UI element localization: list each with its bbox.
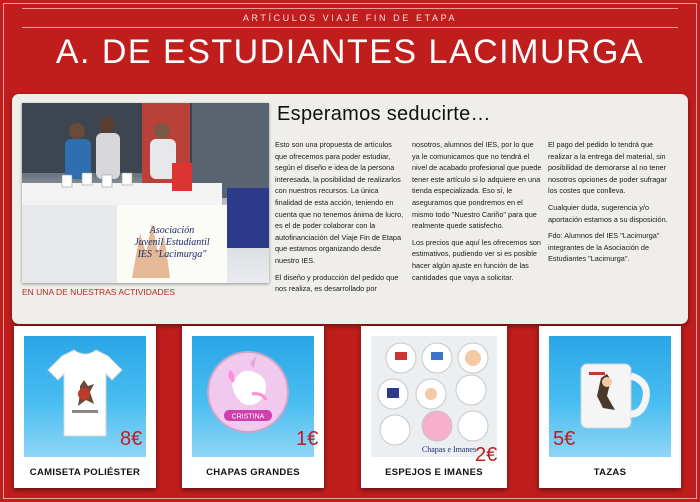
svg-text:Asociación: Asociación (149, 225, 195, 236)
mirrors-icon (371, 336, 497, 457)
badges-price: 1€ (296, 428, 319, 450)
text-column-3 (548, 139, 678, 270)
svg-text:IES "Lacimurga": IES "Lacimurga" (137, 249, 207, 260)
product-card-badges[interactable] (182, 326, 324, 488)
photo-caption: EN UNA DE NUESTRAS ACTIVIDADES (22, 287, 176, 297)
product-card-tshirt[interactable] (14, 326, 156, 488)
tshirt-label: CAMISETA POLIÉSTER (29, 467, 141, 478)
intro-panel (12, 94, 688, 324)
activity-photo (22, 103, 269, 283)
paragraph: nosotros, alumnos del IES, por lo que ya le comunicamos que no tendrá el nivel de acabado profesional que puede tener este artículo si lo adquiere en una tienda especializada. Eso sí, le aseguramos que pondremos en el mismo todo "Nuestro Cariño" para que realmente quede satisfecho. (412, 140, 542, 231)
mugs-price: 5€ (553, 428, 576, 450)
kicker-rule-top (22, 8, 678, 9)
paragraph: El diseño y producción del pedido que nos realiza, es desarrollado por (275, 272, 399, 294)
svg-text:Chapas e Imanes: Chapas e Imanes (421, 445, 477, 454)
product-card-mirrors[interactable] (361, 326, 507, 488)
paragraph: Esto son una propuesta de artículos que ofrecemos para poder estudiar, según el diseño e idea de la persona interesada, la posibilidad de realizarlos con nuestros recursos. La única finalidad de esta acción, teniendo en cuenta que no tenemos ánima de lucro, es el de poder colaborar con la autofinanciación del Viaje Fin de Etapa que estamos organizando desde nuestro IES. (275, 140, 404, 265)
mirrors-image (371, 336, 497, 457)
mugs-label: TAZAS (593, 467, 627, 478)
product-card-mugs[interactable] (539, 326, 681, 488)
paragraph: Los precios que aquí les ofrecemos son estimativos, pudiendo ver si es posible hacer algún ajuste en función de las cantidades que vaya a solicitar. (412, 237, 541, 282)
paragraph: El pago del pedido lo tendrá que realizar a la entrega del material, sin posibilidad de demorarse al no tener nosotros opciones de poder sufragar los costes que conlleva. (548, 140, 667, 196)
svg-text:CRISTINA: CRISTINA (231, 413, 265, 421)
kicker-text: ARTÍCULOS VIAJE FIN DE ETAPA (242, 13, 458, 23)
page-title: A. DE ESTUDIANTES LACIMURGA (55, 33, 645, 71)
text-column-1 (275, 139, 405, 300)
mirrors-label: ESPEJOS E IMANES (385, 467, 483, 478)
badges-label: CHAPAS GRANDES (206, 467, 300, 478)
svg-text:Juvenil Estudiantil: Juvenil Estudiantil (134, 237, 210, 248)
tshirt-price: 8€ (120, 428, 143, 450)
paragraph: Fdo: Alumnos del IES "Lacimurga" integrantes de la Asociación de Estudiantes "Lacimurga". (548, 231, 660, 264)
activity-photo-illustration (22, 103, 269, 283)
intro-heading: Esperamos seducirte… (277, 103, 491, 125)
paragraph: Cualquier duda, sugerencia y/o aportación estamos a su disposición. (548, 202, 668, 224)
text-column-2 (412, 139, 542, 288)
kicker-rule-bottom (22, 27, 678, 28)
mirrors-price: 2€ (475, 444, 498, 466)
